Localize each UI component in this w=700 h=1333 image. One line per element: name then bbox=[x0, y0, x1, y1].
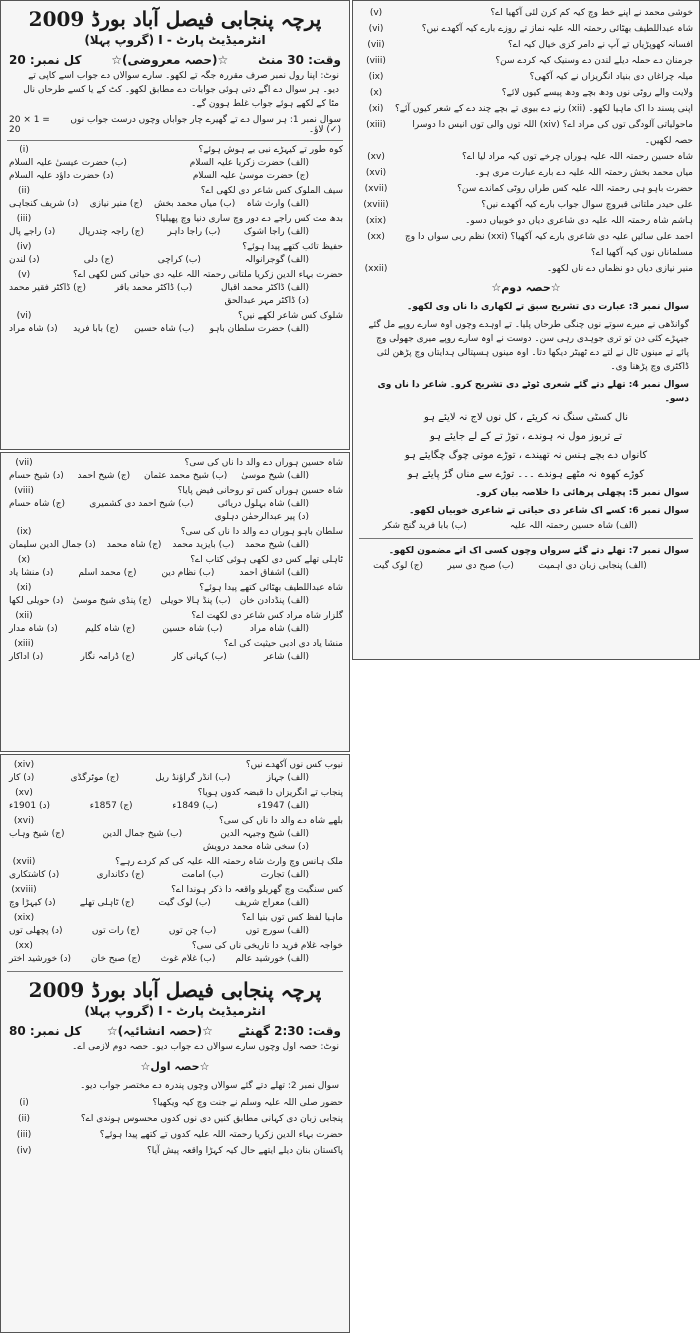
poem-line: نال کسٹی سنگ نہ کریئے ، کل نوں لاج نہ لایئے ہو bbox=[423, 412, 629, 423]
answer-option: (ب) راجا داہر bbox=[167, 227, 221, 237]
question-row bbox=[1, 856, 349, 869]
answer-options bbox=[1, 800, 349, 815]
answer-option: (د) کاشتکاری bbox=[9, 870, 60, 880]
short-question-text: حضور صلی اللہ علیہ وسلم نے جنت وچ کیہ ویکھیا؟ bbox=[152, 1098, 343, 1108]
short-question-row bbox=[353, 117, 699, 149]
question-number: (vii) bbox=[15, 458, 33, 468]
q6-option: (ب) بابا فرید گنج شکر bbox=[382, 521, 467, 531]
short-question-row bbox=[353, 213, 699, 229]
question-number: (xv) bbox=[15, 788, 33, 798]
answer-option: (ج) شیخ وہاب bbox=[9, 829, 65, 839]
answer-option: (الف) خورشید عالم bbox=[235, 954, 309, 964]
answer-option: (الف) ڈاکٹر محمد اقبال bbox=[221, 283, 309, 293]
short-question-text: میلہ چراغاں دی بنیاد انگریزاں نے کیہ آکھی؟ bbox=[529, 72, 693, 82]
answer-options bbox=[1, 567, 349, 582]
short-question-number: (xviii) bbox=[363, 200, 389, 210]
q7-option: (ج) لوک گیت bbox=[373, 561, 424, 571]
question-text: شلوک کس شاعر لکھے نیں؟ bbox=[237, 311, 343, 321]
divider bbox=[359, 538, 693, 539]
answer-option: (ب) شاہ حسین bbox=[134, 324, 195, 334]
question-number: (iv) bbox=[16, 242, 32, 252]
q3-heading: سوال نمبر 3: عبارت دی تشریح سبق تے لکھاری دا ناں وی لکھو۔ bbox=[407, 302, 689, 312]
short-question-number: (xix) bbox=[365, 216, 387, 226]
answer-option: (ب) کراچی bbox=[157, 255, 201, 265]
short-question-number: (xiii) bbox=[366, 120, 386, 130]
answer-option: (ج) شیخ احمد bbox=[77, 471, 131, 481]
answer-option: (الف) پنڈدادن خان bbox=[239, 596, 309, 606]
answer-options bbox=[1, 282, 349, 310]
short-question-number: (iii) bbox=[16, 1130, 32, 1140]
answer-option: (ب) شاہ حسین bbox=[162, 624, 223, 634]
short-question-number: (xi) bbox=[368, 104, 384, 114]
question-number: (ii) bbox=[17, 186, 31, 196]
short-question-row bbox=[353, 101, 699, 117]
answer-option: (ج) موٹرگڈی bbox=[70, 773, 120, 783]
mcq-list-3 bbox=[1, 755, 349, 968]
short-question-text: حضرت بہاء الدین زکریا رحمتہ اللہ علیہ کدوں تے کتھے پیدا ہوئے؟ bbox=[99, 1130, 343, 1140]
answer-options bbox=[1, 772, 349, 787]
question-text: سیف الملوک کس شاعر دی لکھی اے؟ bbox=[200, 186, 343, 196]
q7-option: (الف) پنجابی زبان دی اہمیت bbox=[538, 561, 647, 571]
answer-option: (الف) شیخ محمد bbox=[245, 540, 309, 550]
question-row bbox=[1, 144, 349, 157]
question-text: شاہ حسین ہوراں کس تو روحانی فیض پایا؟ bbox=[177, 486, 343, 496]
answer-option: (ج) شاہ حسام bbox=[9, 499, 66, 509]
short-question-text: حضرت باہو ہی رحمتہ اللہ علیہ کس طراں روٹی کماندے سن؟ bbox=[457, 184, 693, 194]
question-text: بدھ مت کس راجے دے دور وچ ساری دنیا وچ پھیلیا؟ bbox=[155, 214, 343, 224]
question-row bbox=[1, 554, 349, 567]
short-question-number: (x) bbox=[369, 88, 383, 98]
answer-option: (د) حویلی لکھا bbox=[9, 596, 64, 606]
objective-paper-panel bbox=[0, 0, 350, 450]
short-question-number: (xxii) bbox=[364, 264, 388, 274]
answer-option: (د) راجے پال bbox=[9, 227, 56, 237]
short-question-number: (xvi) bbox=[365, 168, 387, 178]
answer-options bbox=[1, 498, 349, 526]
answer-options bbox=[1, 470, 349, 485]
answer-option: (ج) رات توں bbox=[91, 926, 140, 936]
total-marks: کل نمبر: 20 bbox=[9, 53, 82, 67]
answer-options bbox=[1, 828, 349, 856]
time-label: وقت: 30 منٹ bbox=[258, 53, 341, 67]
question-text: شاہ عبداللطیف بھٹائی کتھے پیدا ہوئے؟ bbox=[199, 583, 343, 593]
poem-line: کانواں دے بچے ہنس نہ تھیندے ، توڑے موتی چوگ چگایئے ہو bbox=[404, 450, 648, 461]
answer-option: (الف) راجا اشوک bbox=[243, 227, 309, 237]
question-row bbox=[1, 310, 349, 323]
short-question-row bbox=[353, 197, 699, 213]
short-question-text: منیر نیازی دیاں دو نظماں دے ناں لکھو۔ bbox=[546, 264, 693, 274]
answer-option: (د) شیخ حسام bbox=[9, 471, 64, 481]
paper2-marks: کل نمبر: 80 bbox=[9, 1024, 82, 1038]
answer-option: (د) شریف کنجاہی bbox=[9, 199, 79, 209]
question-row bbox=[1, 213, 349, 226]
answer-option: (ج) 1857ء bbox=[89, 801, 133, 811]
question-number: (ix) bbox=[16, 527, 32, 537]
question-row bbox=[1, 884, 349, 897]
short-question-row bbox=[1, 1127, 349, 1143]
q4-heading: سوال نمبر 4: تھلے دتے گئے شعری ٹوٹے دی تشریح کرو۔ شاعر دا ناں وی دسو۔ bbox=[377, 380, 689, 404]
short-question-text: افسانہ کھوپڑیاں تے آپ نے دامر کزی خیال کیہ اے؟ bbox=[507, 40, 693, 50]
question-text: گلزار شاہ مراد کس شاعر دی لکھت اے؟ bbox=[191, 611, 343, 621]
answer-options bbox=[1, 539, 349, 554]
q7-options bbox=[353, 560, 699, 575]
short-question-number: (xv) bbox=[367, 152, 385, 162]
mcq-list-1 bbox=[1, 144, 349, 338]
short-question-text: ماحولیاتی آلودگی توں کی مراد اے؟ (xiv) اللہ توں والی توں انیس دا دوسرا حصہ لکھیں۔ bbox=[412, 120, 693, 146]
q1-marks: 20 × 1 = 20 bbox=[9, 115, 50, 135]
answer-option: (د) کار bbox=[9, 773, 35, 783]
answer-option: (ب) ڈاکٹر محمد باقر bbox=[114, 283, 193, 293]
answer-option: (ب) غلام غوث bbox=[160, 954, 216, 964]
answer-option: (د) منشا یاد bbox=[9, 568, 54, 578]
short-question-text: علی حیدر ملتانی قبروچ سوال جواب بارے کیہ آکھدے نیں؟ bbox=[481, 200, 693, 210]
answer-options bbox=[1, 254, 349, 269]
question-number: (xiii) bbox=[14, 639, 34, 649]
question-text: ٹاہلی تھلے کس دی لکھی ہوئی کتاب اے؟ bbox=[190, 555, 343, 565]
answer-option: (ج) دکانداری bbox=[96, 870, 145, 880]
q7-option: (ب) صبح دی سیر bbox=[447, 561, 514, 571]
question-row bbox=[1, 485, 349, 498]
answer-option: (الف) اشفاق احمد bbox=[239, 568, 309, 578]
answer-option: (د) حضرت داؤد علیہ السلام bbox=[9, 171, 114, 181]
short-question-number: (xx) bbox=[367, 232, 385, 242]
q6-option: (الف) شاہ حسین رحمتہ اللہ علیہ bbox=[509, 521, 638, 531]
short-question-text: ہاشم شاہ رحمتہ اللہ علیہ دی شاعری دیاں دو خوبیاں دسو۔ bbox=[465, 216, 693, 226]
short-question-row bbox=[353, 69, 699, 85]
answer-option: (د) لندن bbox=[9, 255, 40, 265]
answer-option: (ج) پنڈی شیخ موسیٰ bbox=[72, 596, 152, 606]
answer-option: (الف) 1947ء bbox=[257, 801, 309, 811]
short-question-number: (vi) bbox=[368, 24, 384, 34]
question-row bbox=[1, 638, 349, 651]
answer-option: (ج) حضرت موسیٰ علیہ السلام bbox=[192, 171, 309, 181]
q6-options bbox=[353, 520, 699, 535]
question-text: خواجہ غلام فرید دا تاریخی ناں کی سی؟ bbox=[191, 941, 343, 951]
question-row bbox=[1, 940, 349, 953]
short-question-text: جرمنان دے حملہ دیلے لندن دے وسنیک کیہ کردے سن؟ bbox=[495, 56, 693, 66]
answer-options bbox=[1, 651, 349, 666]
short-question-row bbox=[353, 37, 699, 53]
answer-option: (ب) چن توں bbox=[168, 926, 217, 936]
short-question-number: (ix) bbox=[368, 72, 384, 82]
question-row bbox=[1, 582, 349, 595]
answer-option: (ب) لوک گیت bbox=[158, 898, 211, 908]
question-text: ملک ہانس وچ وارث شاہ رحمتہ اللہ علیہ کی کم کردے رہے؟ bbox=[115, 857, 343, 867]
short-question-row bbox=[1, 1095, 349, 1111]
short-question-text: ولایت والے روٹی نوں ودھ بچے ودھ پیسے کیوں لائے؟ bbox=[501, 88, 693, 98]
question-number: (xix) bbox=[13, 913, 35, 923]
q1-instruction-row bbox=[1, 113, 349, 137]
answer-option: (ب) شیخ جمال الدین bbox=[102, 829, 183, 839]
question-number: (xii) bbox=[15, 611, 33, 621]
answer-option: (ب) پنڈ ہالا حویلی bbox=[160, 596, 231, 606]
question-number: (iii) bbox=[16, 214, 32, 224]
instructions-note: نوٹ: اپنا رول نمبر صرف مقررہ جگہ تے لکھو۔ سارے سوالاں دے جواب اسے کاپی تے دیو۔ ہر سوال دے اگے دتی ہوئی جوابات دے مطابق لکھو۔ کٹ کے یا کسے طرحاں نال مٹا کے لکھے ہوئے جواب غلط ہوون گے۔ bbox=[23, 71, 339, 109]
short-question-row bbox=[1, 1111, 349, 1127]
answer-option: (د) سخی شاہ محمد درویش bbox=[202, 842, 309, 852]
answer-option: (ب) حضرت عیسیٰ علیہ السلام bbox=[9, 158, 127, 168]
answer-options bbox=[1, 897, 349, 912]
mcq-list-2 bbox=[1, 453, 349, 666]
answer-option: (الف) گوجرانوالہ bbox=[244, 255, 309, 265]
short-question-row bbox=[353, 261, 699, 277]
answer-option: (ب) میاں محمد بخش bbox=[153, 199, 236, 209]
answer-option: (ج) شاہ محمد bbox=[106, 540, 162, 550]
answer-option: (د) جمال الدین سلیمان bbox=[9, 540, 96, 550]
short-question-list bbox=[1, 1095, 349, 1159]
paper-title: پرچہ پنجابی فیصل آباد بورڈ 2009 bbox=[28, 7, 322, 31]
answer-option: (الف) شاعر bbox=[263, 652, 309, 662]
paper2-note: نوٹ: حصہ اول وچوں سارے سوالاں دے جواب دیو۔ حصہ دوم لازمی اے۔ bbox=[72, 1042, 339, 1052]
answer-option: (ب) شیخ احمد دی کشمیری bbox=[89, 499, 194, 509]
answer-option: (د) 1901ء bbox=[9, 801, 51, 811]
answer-option: (الف) وارث شاہ bbox=[246, 199, 309, 209]
question-text: ماہیا لفظ کس توں بنیا اے؟ bbox=[241, 913, 343, 923]
answer-option: (الف) شیخ موسیٰ bbox=[241, 471, 309, 481]
answer-option: (د) کیہڑا وچ bbox=[9, 898, 56, 908]
answer-options bbox=[1, 595, 349, 610]
question-number: (xviii) bbox=[11, 885, 37, 895]
question-number: (vi) bbox=[16, 311, 32, 321]
question-row bbox=[1, 457, 349, 470]
q2-instruction: سوال نمبر 2: تھلے دتے گئے سوالاں وچوں پندرہ دے مختصر جواب دیو۔ bbox=[80, 1081, 339, 1091]
paper2-time: وقت: 2:30 گھنٹے bbox=[238, 1024, 341, 1038]
short-question-list-continued bbox=[353, 1, 699, 277]
answer-option: (د) خورشید اختر bbox=[9, 954, 72, 964]
short-question-text: شاہ عبداللطیف بھٹائی رحمتہ اللہ علیہ نماز تے روزے بارے کیہ آکھدے نیں؟ bbox=[421, 24, 693, 34]
short-question-number: (i) bbox=[19, 1098, 29, 1108]
short-question-row bbox=[353, 181, 699, 197]
paper2-title: پرچہ پنجابی فیصل آباد بورڈ 2009 bbox=[28, 978, 322, 1002]
short-question-row bbox=[353, 149, 699, 165]
answer-option: (ج) صبح خان bbox=[91, 954, 141, 964]
question-row bbox=[1, 269, 349, 282]
answer-option: (الف) شاہ مراد bbox=[249, 624, 309, 634]
question-number: (viii) bbox=[14, 486, 34, 496]
answer-option: (ج) ڈرامہ نگار bbox=[80, 652, 135, 662]
question-number: (xx) bbox=[15, 941, 33, 951]
answer-option: (ج) ڈاکٹر فقیر محمد bbox=[9, 283, 86, 293]
short-question-row bbox=[353, 229, 699, 261]
question-text: شاہ حسین ہوراں دے والد دا ناں کی سی؟ bbox=[184, 458, 343, 468]
subjective-paper-panel bbox=[0, 754, 350, 1333]
answer-option: (د) شاہ مراد bbox=[9, 324, 58, 334]
short-question-text: احمد علی سائیں علیہ دی شاعری بارے کیہ آکھیا؟ (xxi) نظم ربی سواں دا وچ مسلماناں نوں کیہ آکھیا اے؟ bbox=[405, 232, 693, 258]
answer-option: (الف) سورج توں bbox=[245, 926, 309, 936]
answer-option: (د) ڈاکٹر مہر عبدالحق bbox=[224, 296, 309, 306]
question-row bbox=[1, 759, 349, 772]
question-row bbox=[1, 185, 349, 198]
answer-options bbox=[1, 323, 349, 338]
part1-heading: ☆حصہ اول☆ bbox=[140, 1060, 210, 1073]
q6-heading: سوال نمبر 6: کسے اک شاعر دی حیاتی تے شاعری خوبیاں لکھو۔ bbox=[409, 506, 689, 516]
short-question-row bbox=[353, 85, 699, 101]
short-question-number: (vii) bbox=[367, 40, 385, 50]
question-text: بلھے شاہ دے والد دا ناں کی سی؟ bbox=[218, 816, 343, 826]
q3-passage: گوانڈھی نے میرے سوتے نوں چنگی طرحاں پلیا۔ تے اوہدے وچوں اوہ سارے روپے مل گئے جیہڑے کئی دن تو تری جوہدی رہی سن۔ دوست نے اوہ سارے روپے میری جھولی وچ پائے تے مینوں ٹال نے لتے دے ٹھیٹر دیکھا دتا۔ اوہ مینوں ہسپتالی ہدایتاں وچ پڑھن لئی ڈاکٹری وچ پڑھنا وی۔ bbox=[368, 320, 689, 372]
question-number: (x) bbox=[17, 555, 31, 565]
answer-options bbox=[1, 623, 349, 638]
question-row bbox=[1, 912, 349, 925]
paper-subtitle: انٹرمیڈیٹ پارٹ - I (گروپ پہلا) bbox=[84, 33, 266, 47]
answer-option: (ب) نظام دین bbox=[161, 568, 215, 578]
q5-heading: سوال نمبر 5: پچھلی پرھائی دا خلاصہ بیان کرو۔ bbox=[475, 488, 689, 498]
answer-option: (ب) بایزید محمد bbox=[172, 540, 235, 550]
answer-option: (الف) معراج شریف bbox=[234, 898, 309, 908]
paper-meta bbox=[1, 53, 349, 67]
short-question-number: (xvii) bbox=[364, 184, 388, 194]
answer-option: (الف) تجارت bbox=[260, 870, 309, 880]
answer-option: (ج) منیر نیازی bbox=[89, 199, 143, 209]
answer-option: (ج) ٹاہلی تھلے bbox=[79, 898, 135, 908]
answer-options bbox=[1, 226, 349, 241]
question-text: نیوب کس نوں آکھدے نیں؟ bbox=[245, 760, 343, 770]
short-question-text: اپنی پسند دا اک ماہیا لکھو۔ (xii) رنے دے بیوی تے بچے چند دے کے شعر کیوں آئے؟ bbox=[394, 104, 693, 114]
question-number: (v) bbox=[17, 270, 31, 280]
poem-line: کوڑے کھوہ نہ مٹھے ہوندے ۔۔۔ توڑے سے مناں گڑ پایئے ہو bbox=[407, 469, 645, 480]
short-question-row bbox=[353, 165, 699, 181]
question-row bbox=[1, 815, 349, 828]
short-question-text: شاہ حسین رحمتہ اللہ علیہ ہوراں چرخے توں کیہ مراد لیا اے؟ bbox=[462, 152, 693, 162]
answer-options bbox=[1, 157, 349, 185]
paper2-meta bbox=[1, 1024, 349, 1038]
poem-block bbox=[353, 408, 699, 484]
question-text: سلطان باہو ہوراں دے والد دا ناں کی سی؟ bbox=[180, 527, 343, 537]
answer-option: (الف) جہاز bbox=[266, 773, 309, 783]
divider bbox=[7, 140, 343, 141]
question-text: کوہ طور تے کیہڑے نبی بے ہوش ہوئے؟ bbox=[198, 145, 343, 155]
short-question-text: خوشی محمد نے اپنے خط وچ کیہ کم کرن لئی آکھیا اے؟ bbox=[490, 8, 693, 18]
paper2-subtitle: انٹرمیڈیٹ پارٹ - I (گروپ پہلا) bbox=[84, 1004, 266, 1018]
answer-option: (الف) شیخ وجیہہ الدین bbox=[220, 829, 309, 839]
answer-option: (الف) حضرت سلطان باہو bbox=[209, 324, 309, 334]
question-text: منشا یاد دی ادبی حیثیت کی اے؟ bbox=[223, 639, 343, 649]
question-text: کس سنگیت وچ گھریلو واقعہ دا ذکر ہوندا اے؟ bbox=[171, 885, 343, 895]
q1-instruction: سوال نمبر 1: ہر سوال دے تے گھیرے چار جواباں وچوں درست جواب نوں (✓) لاؤ۔ bbox=[70, 115, 341, 135]
question-text: پنجاب تے انگریزاں دا قبضہ کدوں ہویا؟ bbox=[197, 788, 343, 798]
answer-option: (د) اداکار bbox=[9, 652, 44, 662]
short-question-text: میاں محمد بخش رحمتہ اللہ علیہ دے بارے عبارت مری ہو۔ bbox=[474, 168, 693, 178]
answer-option: (ب) شیخ محمد عثمان bbox=[143, 471, 228, 481]
question-text: حضرت بہاء الدین زکریا ملتانی رحمتہ اللہ علیہ دی حیاتی کس لکھی اے؟ bbox=[72, 270, 343, 280]
short-question-row bbox=[353, 5, 699, 21]
answer-option: (ب) امامت bbox=[181, 870, 224, 880]
answer-option: (ج) بابا فرید bbox=[73, 324, 119, 334]
answer-option: (الف) حضرت زکریا علیہ السلام bbox=[189, 158, 309, 168]
answer-option: (د) پیر عبدالرحمٰن دہلوی bbox=[214, 512, 309, 522]
short-question-text: پنجابی زبان دی کہانی مطابق کنیں دی نوں کدوں محسوس ہوندی اے؟ bbox=[80, 1114, 343, 1124]
answer-option: (ب) 1849ء bbox=[172, 801, 218, 811]
short-question-row bbox=[1, 1143, 349, 1159]
short-question-number: (viii) bbox=[366, 56, 386, 66]
objective-paper-continued bbox=[0, 452, 350, 752]
question-row bbox=[1, 610, 349, 623]
answer-option: (د) شاہ مدار bbox=[9, 624, 58, 634]
paper2-section: ☆(حصہ انشائیہ)☆ bbox=[106, 1024, 213, 1038]
answer-option: (د) پچھلی توں bbox=[9, 926, 63, 936]
short-question-number: (v) bbox=[369, 8, 383, 18]
short-question-text: پاکستان بنان دیلے ایتھے حال کیہ کہڑا واقعہ پیش آیا؟ bbox=[147, 1146, 343, 1156]
answer-option: (ب) کہانی کار bbox=[171, 652, 227, 662]
question-number: (i) bbox=[19, 145, 29, 155]
answer-option: (ج) شاہ کلیم bbox=[85, 624, 136, 634]
short-question-row bbox=[353, 53, 699, 69]
answer-options bbox=[1, 198, 349, 213]
answer-options bbox=[1, 869, 349, 884]
question-number: (xiv) bbox=[13, 760, 35, 770]
answer-option: (ج) محمد اسلم bbox=[78, 568, 137, 578]
short-question-row bbox=[353, 21, 699, 37]
question-number: (xvii) bbox=[12, 857, 36, 867]
divider bbox=[7, 971, 343, 972]
answer-option: (ج) دلی bbox=[83, 255, 114, 265]
question-number: (xi) bbox=[16, 583, 32, 593]
q7-heading: سوال نمبر 7: تھلے دتے گئے سرواں وچوں کسی اک اتے مضمون لکھو۔ bbox=[388, 546, 689, 556]
answer-option: (ب) انڈر گراؤنڈ ریل bbox=[155, 773, 231, 783]
section-label: ☆(حصہ معروضی)☆ bbox=[111, 53, 229, 67]
answer-options bbox=[1, 925, 349, 940]
short-question-number: (iv) bbox=[16, 1146, 32, 1156]
poem-line: تے تربوز مول نہ ہوندے ، توڑ تے کے لے جایئے ہو bbox=[429, 431, 623, 442]
question-row bbox=[1, 787, 349, 800]
answer-options bbox=[1, 953, 349, 968]
question-text: حفیظ تائب کتھے پیدا ہوئے؟ bbox=[242, 242, 343, 252]
question-row bbox=[1, 241, 349, 254]
part2-heading: ☆حصہ دوم☆ bbox=[491, 281, 561, 294]
answer-option: (الف) شاہ بہلول دریائی bbox=[217, 499, 309, 509]
question-number: (xvi) bbox=[13, 816, 35, 826]
short-question-number: (ii) bbox=[17, 1114, 31, 1124]
subjective-paper-continued bbox=[352, 0, 700, 660]
question-row bbox=[1, 526, 349, 539]
answer-option: (ج) راجہ چندرپال bbox=[78, 227, 144, 237]
